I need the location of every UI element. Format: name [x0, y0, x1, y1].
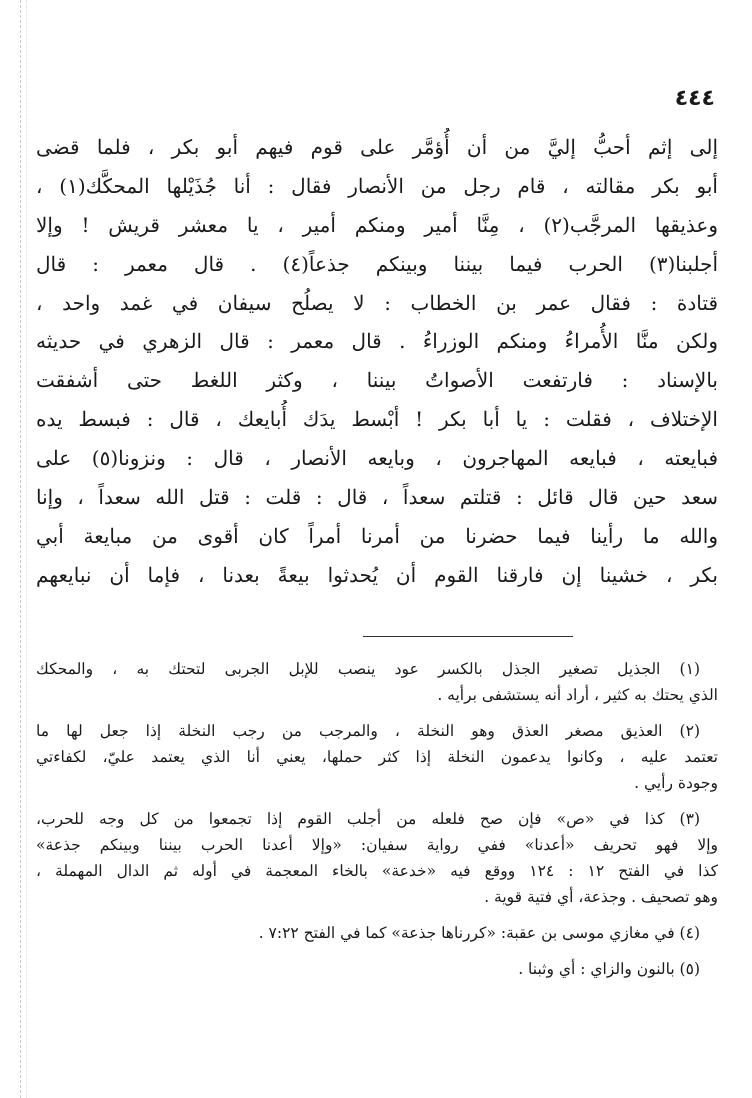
text-line: والله ما رأينا فيما حضرنا من أمرنا أمراً كان أقوى من مبايعة أبي: [36, 523, 718, 548]
footnotes: [36, 656, 718, 992]
text-line: إلى إثم أحبُّ إليَّ من أن أُؤمَّر على قوم فيهم أبو بكر ، فلما قضى: [36, 135, 718, 159]
footnote-line: وإلا فهو تحريف «أعدنا» ففي رواية سفيان: «وإلا أعدنا الحرب بيننا وبينكم جذعة»: [36, 836, 718, 854]
footnote-line: (٢) العذيق مصغر العذق وهو النخلة ، والمرجب من رجب النخلة إذا جعل لها ما: [36, 722, 700, 740]
margin-dashed-line: [20, 0, 22, 1098]
footnote-line: وجودة رأيي .: [634, 774, 718, 792]
footnote-line: تعتمد عليه ، وكانوا يدعمون النخلة إذا كثر حملها، يعني أنا الذي يعتمد عليّ، لكفاءتي: [36, 748, 718, 766]
footnote-separator: [363, 636, 573, 637]
footnote-line: (٣) كذا في «ص» فإن صح فلعله من أجلب القوم إذا تجمعوا من كل وجه للحرب،: [36, 810, 700, 828]
footnote-1: [36, 656, 718, 708]
footnote-line: (٥) بالنون والزاي : أي وثبنا .: [518, 960, 700, 978]
footnote-line: كذا في الفتح ١٢ : ١٢٤ ووقع فيه «خدعة» بالخاء المعجمة في أوله ثم الدال المهملة ،: [36, 862, 718, 880]
text-line: بالإسناد : فارتفعت الأصواتُ بيننا ، وكثر اللغط حتى أشفقت: [36, 368, 718, 393]
footnote-line: (٤) في مغازي موسى بن عقبة: «كررناها جذعة» كما في الفتح ٧:٢٢ .: [258, 924, 700, 942]
text-line: أبو بكر مقالته ، قام رجل من الأنصار فقال : أنا جُذَيْلها المحكَّك(١) ،: [36, 173, 718, 198]
footnote-3: [36, 806, 718, 910]
text-line: قتادة : فقال عمر بن الخطاب : لا يصلُح سيفان في غمد واحد ،: [36, 290, 718, 315]
text-line: ولكن منَّا الأُمراءُ ومنكم الوزراءُ . قال معمر : قال الزهري في حديثه: [36, 329, 718, 354]
footnote-5: [36, 956, 718, 982]
text-line: فبايعته ، فبايعه المهاجرون ، وبايعه الأنصار ، قال : ونزونا(٥) على: [36, 446, 718, 471]
text-line: بكر ، خشينا إن فارقنا القوم أن يُحدثوا بيعةً بعدنا ، فإما أن نبايعهم: [36, 562, 718, 587]
margin-dotted-line: [26, 0, 28, 1098]
footnote-line: الذي يحتك به كثير ، أراد أنه يستشفى برأيه .: [437, 686, 718, 704]
footnote-2: [36, 718, 718, 796]
page-number: ٤٤٤: [674, 86, 715, 111]
text-line: أجلبنا(٣) الحرب فيما بيننا وبينكم جذعاً(٤) . قال معمر : قال: [36, 251, 718, 276]
footnote-line: (١) الجذيل تصغير الجذل بالكسر عود ينصب للإبل الجربى لتحتك به ، والمحكك: [36, 660, 700, 678]
text-line: الإختلاف ، فقلت : يا أبا بكر ! أبْسط يدَك أُبايعك ، قال : فبسط يده: [36, 407, 718, 432]
text-line: سعد حين قال قائل : قتلتم سعداً ، قال : قلت : قتل الله سعداً ، وإنا: [36, 485, 718, 510]
main-text-body: [36, 128, 718, 595]
text-line: وعذيقها المرجَّب(٢) ، مِنَّا أمير ومنكم أمير ، يا معشر قريش ! وإلا: [36, 212, 718, 237]
footnote-4: [36, 920, 718, 946]
footnote-line: وهو تصحيف . وجذعة، أي فتية قوية .: [484, 888, 718, 906]
